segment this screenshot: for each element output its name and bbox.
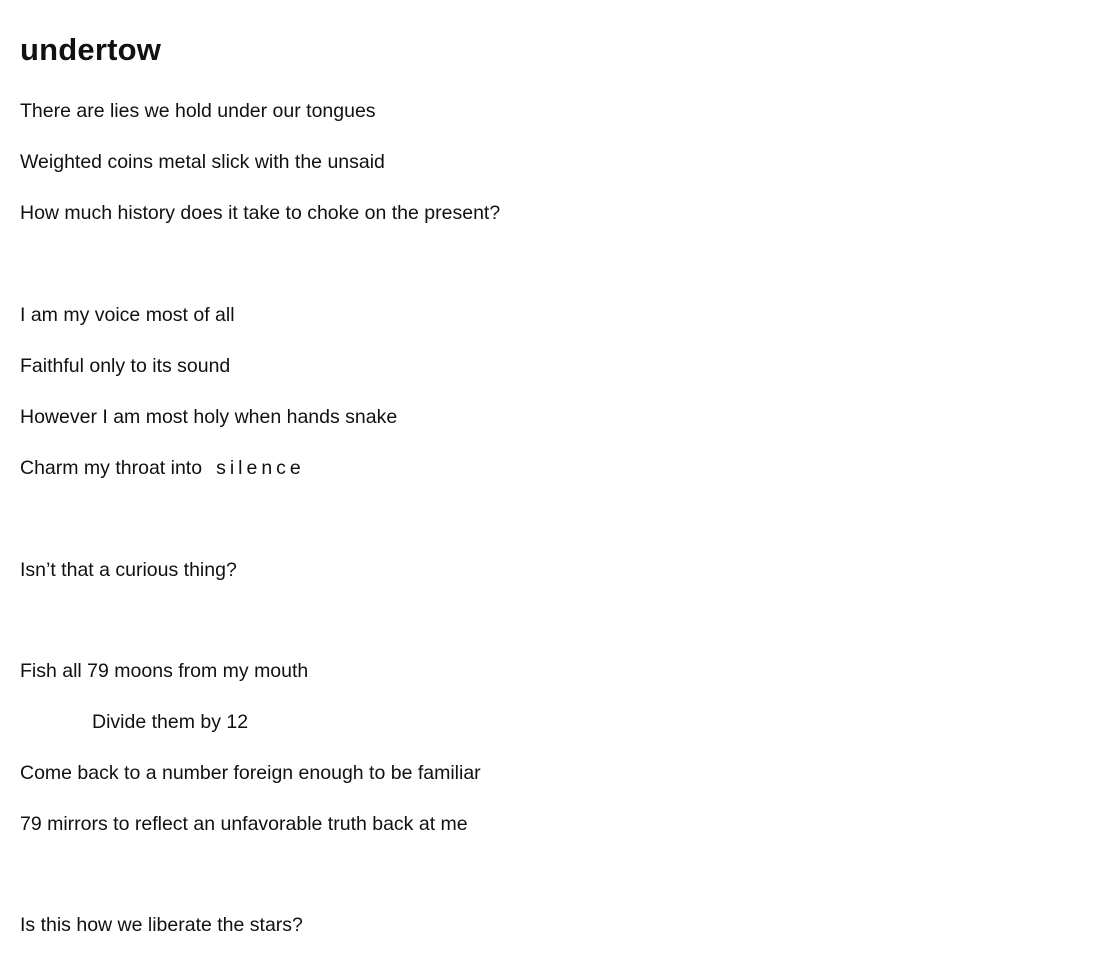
poem-line-with-spaced-word: [20, 455, 305, 481]
poem-line: Faithful only to its sound: [20, 355, 231, 377]
poem-line-prefix: Charm my throat into: [20, 457, 203, 479]
poem-line: Weighted coins metal slick with the unsaid: [20, 151, 385, 173]
poem-line: However I am most holy when hands snake: [20, 406, 398, 428]
poem-line: Is this how we liberate the stars?: [20, 914, 303, 936]
poem-line: There are lies we hold under our tongues: [20, 100, 376, 122]
poem-line: Isn’t that a curious thing?: [20, 559, 237, 581]
poem-line: Fish all 79 moons from my mouth: [20, 660, 309, 682]
poem-line: 79 mirrors to reflect an unfavorable truth back at me: [20, 813, 468, 835]
spaced-word: silence: [216, 457, 305, 479]
poem-title: undertow: [20, 32, 162, 67]
poem-line: How much history does it take to choke on the present?: [20, 202, 501, 224]
poem-line-indented: Divide them by 12: [92, 711, 249, 733]
poem-line: I am my voice most of all: [20, 304, 235, 326]
poem-line: Come back to a number foreign enough to be familiar: [20, 762, 481, 784]
